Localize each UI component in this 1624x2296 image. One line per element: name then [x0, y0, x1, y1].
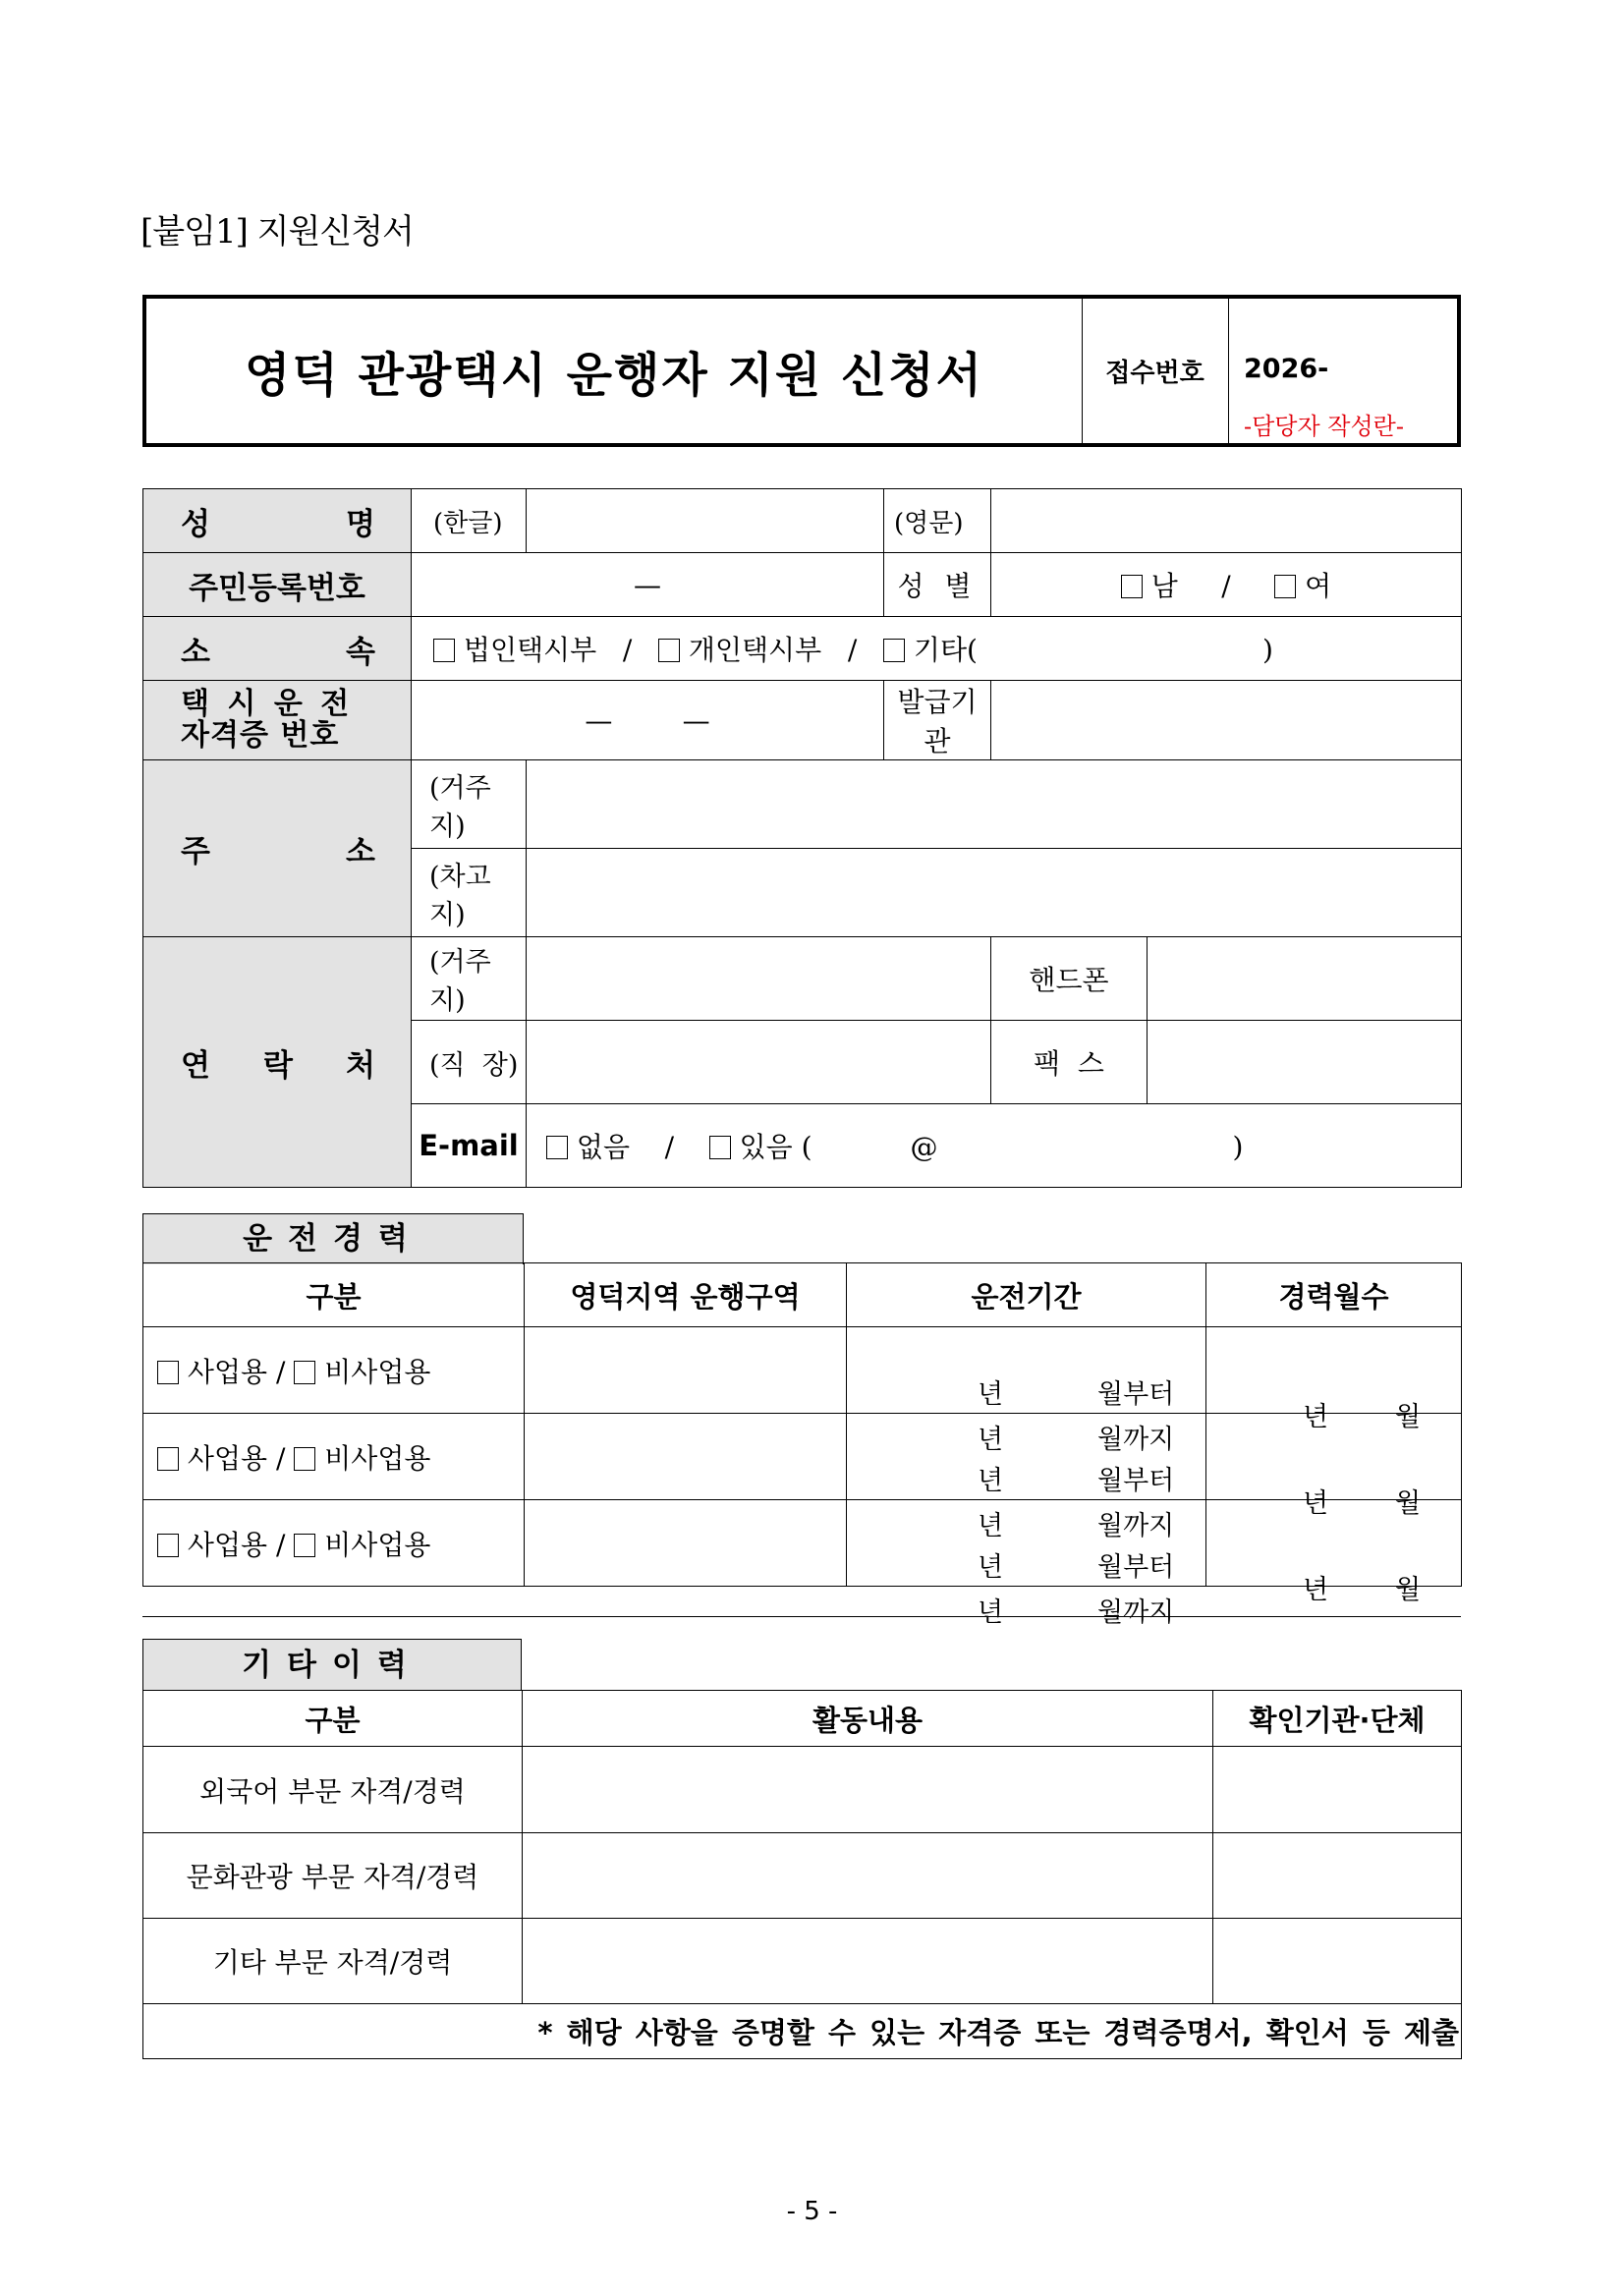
affiliation-label: 소 속	[143, 617, 412, 681]
receipt-number-value: 2026-	[1244, 354, 1329, 384]
other-history-row	[143, 1919, 1462, 2004]
private-taxi-checkbox[interactable]	[658, 639, 680, 662]
category-label: 기타 부문 자격/경력	[143, 1919, 523, 2004]
commercial-checkbox[interactable]	[157, 1361, 179, 1384]
months-input[interactable]: 년 월	[1206, 1500, 1462, 1587]
name-label: 성 명	[143, 489, 412, 553]
gender-female-checkbox[interactable]	[1274, 575, 1296, 598]
vehicle-type-cell: 사업용 / 비사업용	[143, 1327, 525, 1414]
driving-history-header	[143, 1263, 1462, 1327]
other-history-header	[143, 1691, 1462, 1747]
address-label: 주 소	[143, 760, 412, 937]
verifier-input[interactable]	[1213, 1833, 1462, 1919]
driving-history-table	[142, 1262, 1462, 1628]
email-yes-checkbox[interactable]	[709, 1136, 731, 1159]
resident-no-row	[143, 553, 1462, 617]
noncommercial-checkbox[interactable]	[294, 1534, 315, 1557]
activity-input[interactable]	[523, 1747, 1213, 1833]
address-garage-prefix: (차고지)	[412, 849, 527, 937]
contact-workplace-prefix: (직 장)	[412, 1021, 527, 1104]
name-korean-prefix: (한글)	[412, 489, 527, 553]
page-number: - 5 -	[786, 2197, 838, 2226]
address-residence-input[interactable]	[527, 760, 1462, 849]
region-input[interactable]	[525, 1500, 847, 1587]
period-input[interactable]: 년 월부터 년 월까지	[847, 1414, 1206, 1500]
resident-no-label: 주민등록번호	[143, 553, 412, 617]
gender-options: 남 / 여	[991, 553, 1462, 617]
gender-label: 성 별	[884, 553, 991, 617]
category-label: 외국어 부문 자격/경력	[143, 1747, 523, 1833]
col-header-months: 경력월수	[1206, 1263, 1462, 1327]
driving-history-row	[143, 1414, 1462, 1500]
name-english-prefix: (영문)	[884, 489, 991, 553]
footnote: * 해당 사항을 증명할 수 있는 자격증 또는 경력증명서, 확인서 등 제출	[143, 2004, 1462, 2059]
driving-history-title: 운전경력	[142, 1213, 524, 1264]
staff-only-note: -담당자 작성란-	[1244, 413, 1404, 440]
other-history-title: 기타이력	[142, 1639, 522, 1691]
col-header-type: 구분	[143, 1263, 525, 1327]
mobile-input[interactable]	[1148, 937, 1462, 1021]
commercial-checkbox[interactable]	[157, 1534, 179, 1557]
footnote-row	[143, 2004, 1462, 2059]
col-header-verifier: 확인기관·단체	[1213, 1691, 1462, 1747]
other-history-row	[143, 1833, 1462, 1919]
email-label: E-mail	[412, 1104, 527, 1188]
months-input[interactable]: 년 월	[1206, 1327, 1462, 1414]
title-box	[142, 295, 1461, 447]
receipt-number-label: 접수번호	[1082, 299, 1229, 443]
receipt-number-field[interactable]	[1228, 299, 1459, 443]
period-input[interactable]: 년 월부터 년 월까지	[847, 1327, 1206, 1414]
fax-input[interactable]	[1148, 1021, 1462, 1104]
noncommercial-checkbox[interactable]	[294, 1361, 315, 1384]
commercial-checkbox[interactable]	[157, 1447, 179, 1471]
contact-residence-prefix: (거주지)	[412, 937, 527, 1021]
col-header-region: 영덕지역 운행구역	[525, 1263, 847, 1327]
category-label: 문화관광 부문 자격/경력	[143, 1833, 523, 1919]
activity-input[interactable]	[523, 1919, 1213, 2004]
region-input[interactable]	[525, 1414, 847, 1500]
affiliation-options: 법인택시부 / 개인택시부 / 기타( )	[412, 617, 1462, 681]
license-issuer-input[interactable]	[991, 681, 1462, 760]
email-options: 없음 / 있음 ( @ )	[527, 1104, 1462, 1188]
contact-residence-row	[143, 937, 1462, 1021]
contact-residence-input[interactable]	[527, 937, 991, 1021]
noncommercial-checkbox[interactable]	[294, 1447, 315, 1471]
driving-history-row	[143, 1500, 1462, 1587]
months-input[interactable]: 년 월	[1206, 1414, 1462, 1500]
name-row	[143, 489, 1462, 553]
name-korean-input[interactable]	[527, 489, 884, 553]
vehicle-type-cell: 사업용 / 비사업용	[143, 1414, 525, 1500]
verifier-input[interactable]	[1213, 1747, 1462, 1833]
license-label: 택 시 운 전 자격증 번호	[143, 681, 412, 760]
license-row	[143, 681, 1462, 760]
other-history-table	[142, 1690, 1462, 2059]
col-header-activity: 활동내용	[523, 1691, 1213, 1747]
contact-label: 연 락 처	[143, 937, 412, 1188]
name-english-input[interactable]	[991, 489, 1462, 553]
address-residence-row	[143, 760, 1462, 849]
fax-label: 팩 스	[991, 1021, 1148, 1104]
section-divider	[142, 1616, 1461, 1617]
driving-history-row	[143, 1327, 1462, 1414]
region-input[interactable]	[525, 1327, 847, 1414]
corporate-taxi-checkbox[interactable]	[433, 639, 455, 662]
form-title: 영덕 관광택시 운행자 지원 신청서	[146, 299, 1083, 443]
affiliation-row	[143, 617, 1462, 681]
email-none-checkbox[interactable]	[546, 1136, 568, 1159]
mobile-label: 핸드폰	[991, 937, 1148, 1021]
other-history-row	[143, 1747, 1462, 1833]
verifier-input[interactable]	[1213, 1919, 1462, 2004]
license-issuer-label: 발급기관	[884, 681, 991, 760]
activity-input[interactable]	[523, 1833, 1213, 1919]
other-affiliation-checkbox[interactable]	[883, 639, 905, 662]
col-header-category: 구분	[143, 1691, 523, 1747]
vehicle-type-cell: 사업용 / 비사업용	[143, 1500, 525, 1587]
resident-no-input[interactable]: —	[412, 553, 884, 617]
personal-info-table	[142, 488, 1462, 1188]
col-header-period: 운전기간	[847, 1263, 1206, 1327]
period-input[interactable]: 년 월부터 년 월까지	[847, 1500, 1206, 1587]
license-number-input[interactable]: — —	[412, 681, 884, 760]
contact-workplace-input[interactable]	[527, 1021, 991, 1104]
address-garage-input[interactable]	[527, 849, 1462, 937]
address-residence-prefix: (거주지)	[412, 760, 527, 849]
gender-male-checkbox[interactable]	[1121, 575, 1143, 598]
attachment-label: [붙임1] 지원신청서	[140, 212, 414, 252]
